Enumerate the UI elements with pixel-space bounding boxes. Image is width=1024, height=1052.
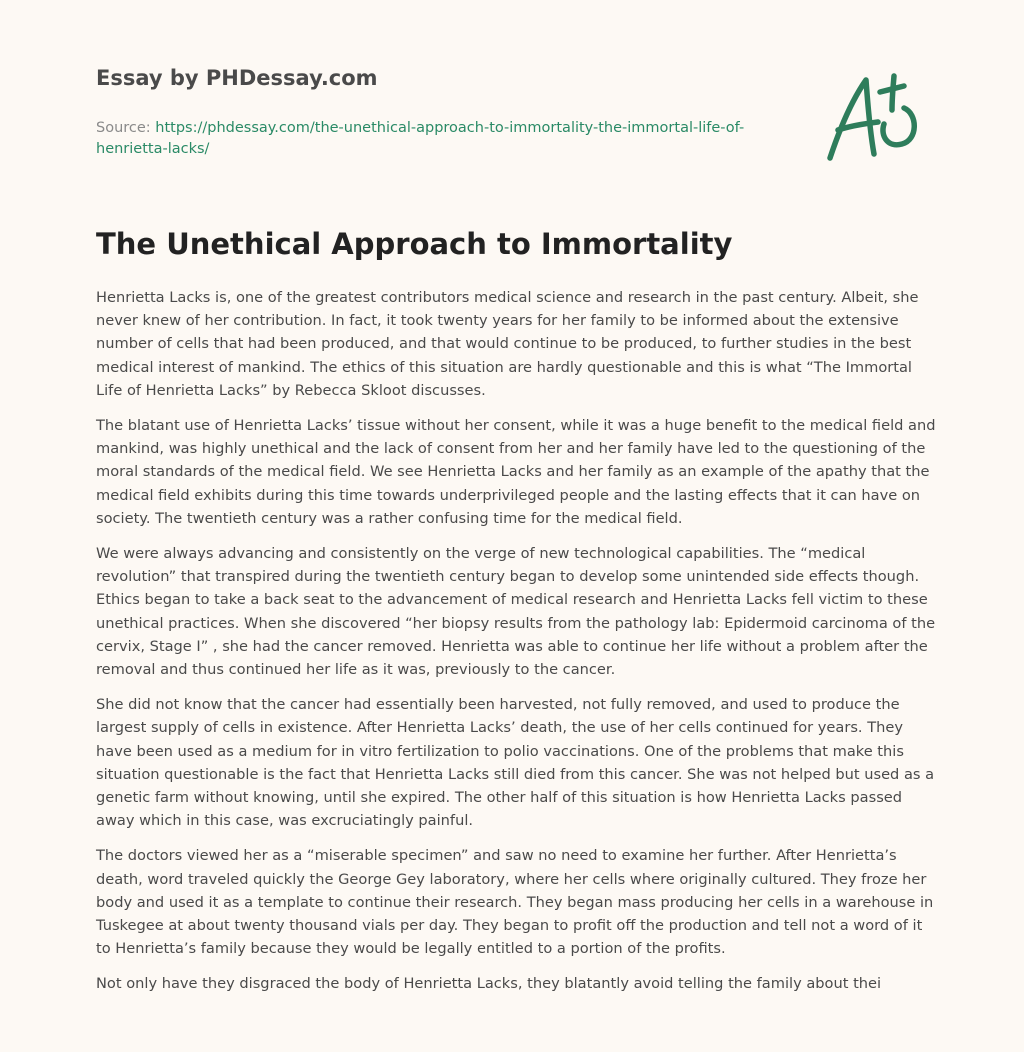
page-header [96, 64, 796, 160]
a-plus-grade-icon [822, 68, 926, 164]
essay-paragraph: Not only have they disgraced the body of Henrietta Lacks, they blatantly avoid telling the family about thei [96, 975, 882, 993]
essay-paragraph: The blatant use of Henrietta Lacks’ tissue without her consent, while it was a huge benefit to the medical field and mankind, was highly unethical and the lack of consent from her and her family have led to the questioning of the moral standards of the medical field. We see Henrietta Lacks and her family as an example of the apathy that the medical field exhibits during this time towards underprivileged people and the lasting effects that it can have on society. The twentieth century was a rather confusing time for the medical field. [96, 417, 936, 527]
essay-paragraph: We were always advancing and consistently on the verge of new technological capabilities. The “medical revolution” that transpired during the twentieth century began to develop some unintended side effects though. Ethics began to take a back seat to the advancement of medical research and Henrietta Lacks fell victim to these unethical practices. When she discovered “her biopsy results from the pathology lab: Epidermoid carcinoma of the cervix, Stage I” , she had the cancer removed. Henrietta was able to continue her life without a problem after the removal and thus continued her life as it was, previously to the cancer. [96, 545, 936, 679]
essay-paragraph: The doctors viewed her as a “miserable specimen” and saw no need to examine her further. After Henrietta’s death, word traveled quickly the George Gey laboratory, where her cells where originally cultured. They froze her body and used it as a template to continue their research. They began mass producing her cells in a warehouse in Tuskegee at about twenty thousand vials per day. They began to profit off the production and tell not a word of it to Henrietta’s family because they would be legally entitled to a portion of the profits. [96, 847, 934, 958]
site-title: Essay by PHDessay.com [96, 66, 378, 90]
essay-body [96, 286, 936, 1008]
essay-paragraph: She did not know that the cancer had essentially been harvested, not fully removed, and used to produce the largest supply of cells in existence. After Henrietta Lacks’ death, the use of her cells continued for years. They have been used as a medium for in vitro fertilization to polio vaccinations. One of the problems that make this situation questionable is the fact that Henrietta Lacks still died from this cancer. She was not helped but used as a genetic farm without knowing, until she expired. The other half of this situation is how Henrietta Lacks passed away which in this case, was excruciatingly painful. [96, 696, 935, 830]
source-label: Source: [96, 120, 156, 136]
source-link[interactable]: https://phdessay.com/the-unethical-approach-to-immortality-the-immortal-life-of-henrietta-lacks/ [96, 120, 745, 157]
source-line [96, 118, 796, 160]
essay-paragraph: Henrietta Lacks is, one of the greatest contributors medical science and research in the past century. Albeit, she never knew of her contribution. In fact, it took twenty years for her family to be informed about the extensive number of cells that had been produced, and that would continue to be produced, to further studies in the best medical interest of mankind. The ethics of this situation are hardly questionable and this is what “The Immortal Life of Henrietta Lacks” by Rebecca Skloot discusses. [96, 289, 919, 399]
essay-title: The Unethical Approach to Immortality [96, 227, 733, 261]
